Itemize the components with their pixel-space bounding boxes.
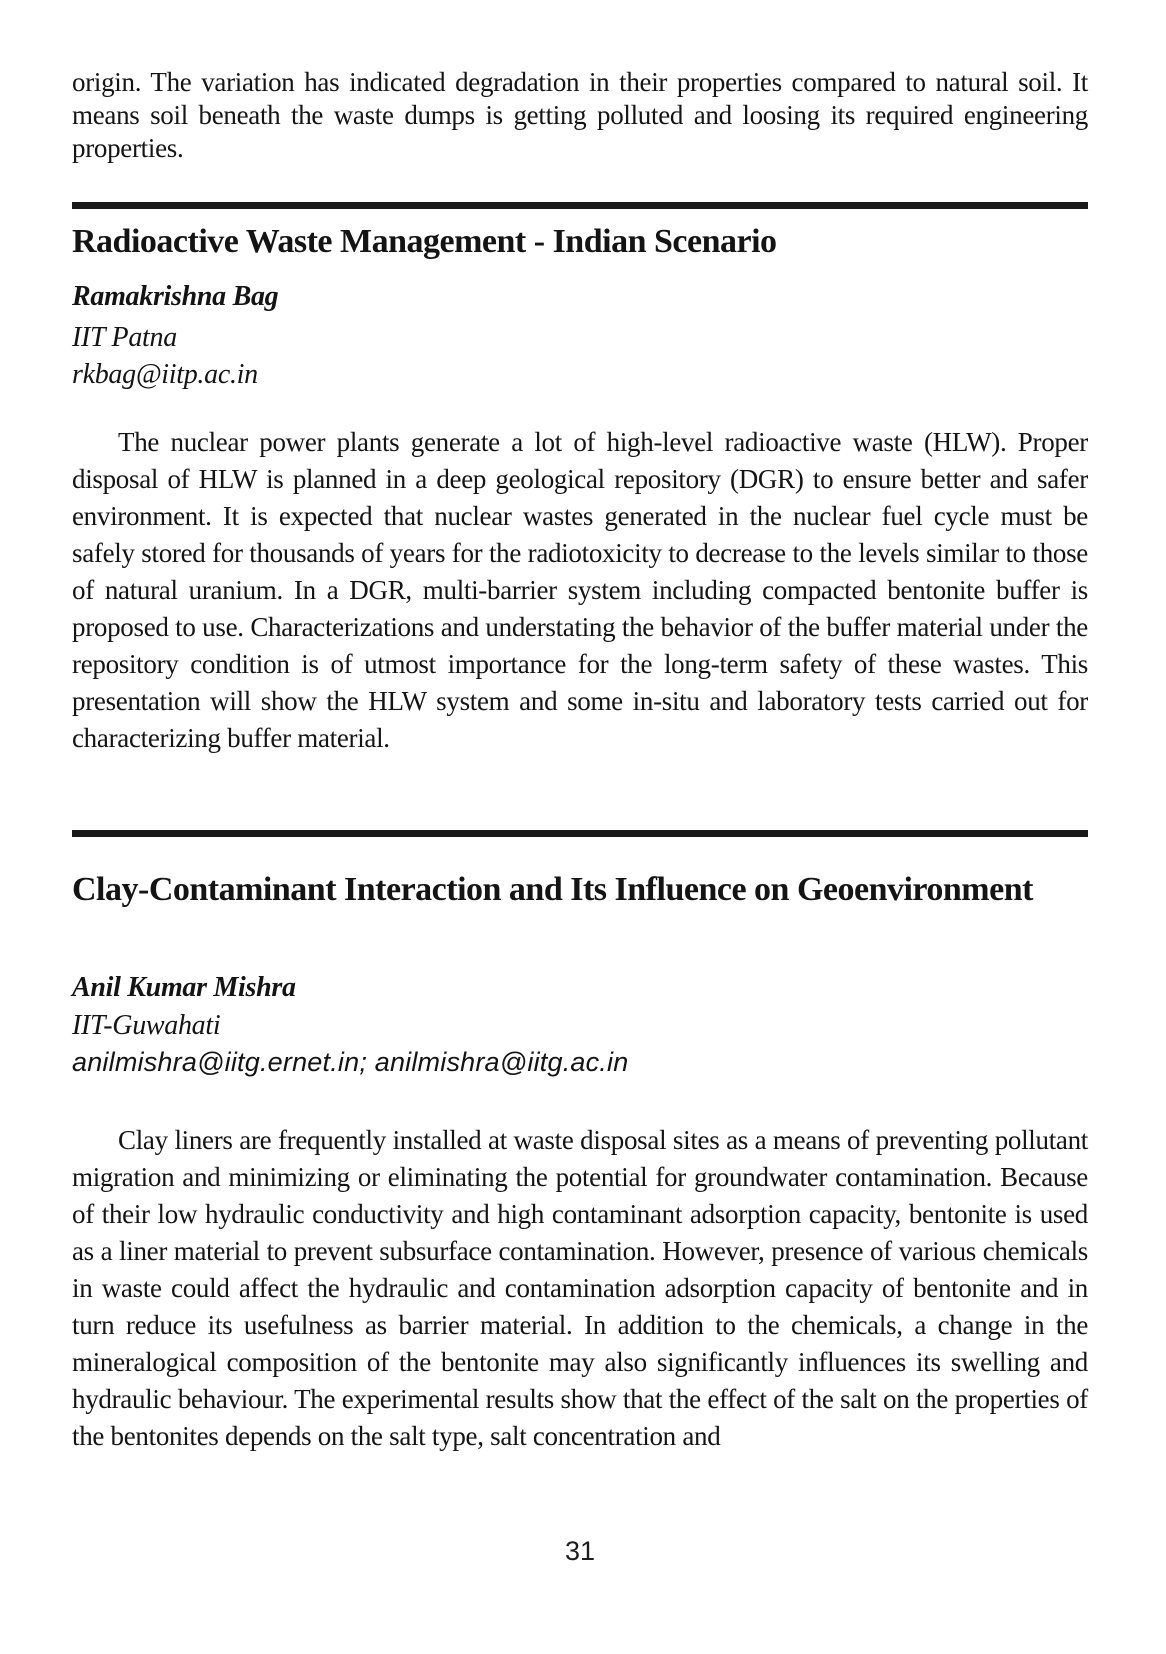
page-number: 31 — [564, 1536, 596, 1566]
section-divider-rule — [72, 202, 1088, 209]
author-affiliation: IIT-Guwahati — [72, 1010, 221, 1041]
abstract-paragraph: The nuclear power plants generate a lot of high-level radioactive waste (HLW). Proper disposal of HLW is planned in a deep geological repository (DGR) to ensure better and safer environment. It is expected that nuclear wastes generated in the nuclear fuel cycle must be safely stored for thousands of years for the radiotoxicity to decrease to the levels similar to those of natural uranium. In a DGR, multi-barrier system including compacted bentonite buffer is proposed to use. Characterizations and understating the behavior of the buffer material under the repository condition is of utmost importance for the long-term safety of these wastes. This presentation will show the HLW system and some in-situ and laboratory tests carried out for characterizing buffer material. — [72, 427, 1088, 753]
section-divider-rule — [72, 830, 1088, 837]
author-name: Anil Kumar Mishra — [72, 972, 296, 1003]
author-email: anilmishra@iitg.ernet.in; anilmishra@iitg.ac.in — [72, 1047, 629, 1077]
intro-continuation-paragraph: origin. The variation has indicated degradation in their properties compared to natural soil. It means soil beneath the waste dumps is getting polluted and loosing its required engineering properties. — [72, 67, 1088, 163]
author-email: rkbag@iitp.ac.in — [72, 359, 258, 390]
author-affiliation: IIT Patna — [72, 322, 177, 353]
section-title-clay-contaminant: Clay-Contaminant Interaction and Its Influence on Geoenvironment — [72, 871, 1033, 908]
section-title-radioactive-waste: Radioactive Waste Management - Indian Scenario — [72, 223, 777, 260]
author-name: Ramakrishna Bag — [72, 281, 279, 312]
abstract-paragraph: Clay liners are frequently installed at waste disposal sites as a means of preventing pollutant migration and minimizing or eliminating the potential for groundwater contamination. Because of their low hydraulic conductivity and high contaminant adsorption capacity, bentonite is used as a liner material to prevent subsurface contamination. However, presence of various chemicals in waste could affect the hydraulic and contamination adsorption capacity of bentonite and in turn reduce its usefulness as barrier material. In addition to the chemicals, a change in the mineralogical composition of the bentonite may also significantly influences its swelling and hydraulic behaviour. The experimental results show that the effect of the salt on the properties of the bentonites depends on the salt type, salt concentration and — [72, 1125, 1088, 1451]
